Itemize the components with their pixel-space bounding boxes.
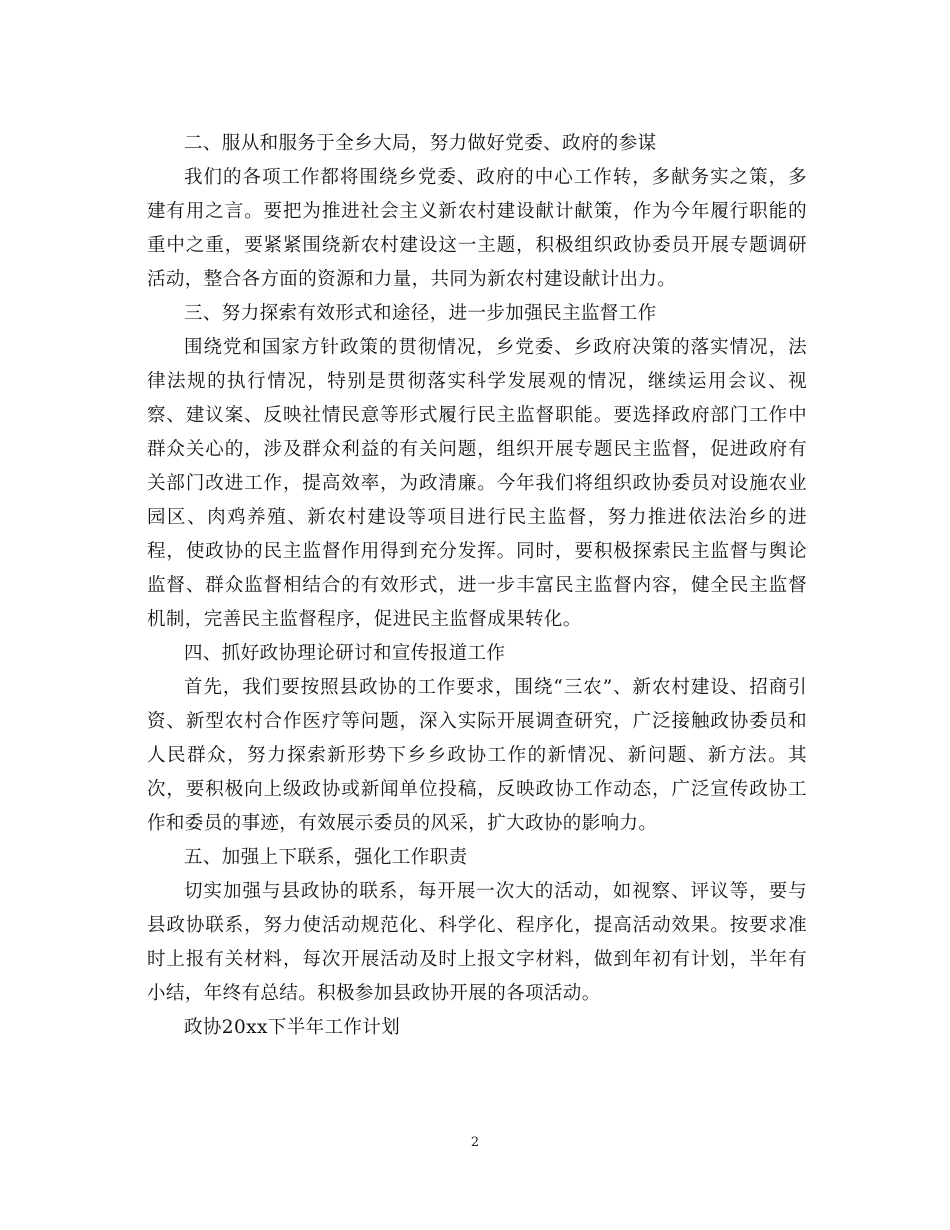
paragraph-section-4: 首先，我们要按照县政协的工作要求，围绕“三农”、新农村建设、招商引资、新型农村合作医疗等问题，深入实际开展调查研究，广泛接触政协委员和人民群众，努力探索新形势下乡乡政协工作的新情况、新问题、新方法。其次，要积极向上级政协或新闻单位投稿，反映政协工作动态，广泛宣传政协工作和委员的事迹，有效展示委员的风采，扩大政协的影响力。 [147,677,807,834]
paragraph-section-2: 我们的各项工作都将围绕乡党委、政府的中心工作转，多献务实之策，多建有用之言。要把为推进社会主义新农村建设献计献策，作为今年履行职能的重中之重，要紧紧围绕新农村建设这一主题，积极组织政协委员开展专题调研活动，整合各方面的资源和力量，共同为新农村建设献计出力。 [147,167,807,290]
section-heading-2: 二、服从和服务于全乡大局，努力做好党委、政府的参谋 [184,133,657,154]
plan-title-line: 政协20xx下半年工作计划 [184,1017,401,1038]
paragraph-section-5: 切实加强与县政协的联系，每开展一次大的活动，如视察、评议等，要与县政协联系，努力使活动规范化、科学化、程序化，提高活动效果。按要求准时上报有关材料，每次开展活动及时上报文字材料，做到年初有计划，半年有小结，年终有总结。积极参加县政协开展的各项活动。 [147,881,807,1004]
document-body [147,127,807,1045]
section-heading-3: 三、努力探索有效形式和途径，进一步加强民主监督工作 [184,303,657,324]
page-number: 2 [470,1135,480,1150]
section-heading-4: 四、抓好政协理论研讨和宣传报道工作 [184,643,506,664]
paragraph-section-3: 围绕党和国家方针政策的贯彻情况，乡党委、乡政府决策的落实情况，法律法规的执行情况，特别是贯彻落实科学发展观的情况，继续运用会议、视察、建议案、反映社情民意等形式履行民主监督职能。要选择政府部门工作中群众关心的，涉及群众利益的有关问题，组织开展专题民主监督，促进政府有关部门改进工作，提高效率，为政清廉。今年我们将组织政协委员对设施农业园区、肉鸡养殖、新农村建设等项目进行民主监督，努力推进依法治乡的进程，使政协的民主监督作用得到充分发挥。同时，要积极探索民主监督与舆论监督、群众监督相结合的有效形式，进一步丰富民主监督内容，健全民主监督机制，完善民主监督程序，促进民主监督成果转化。 [147,337,807,630]
section-heading-5: 五、加强上下联系，强化工作职责 [184,847,468,868]
